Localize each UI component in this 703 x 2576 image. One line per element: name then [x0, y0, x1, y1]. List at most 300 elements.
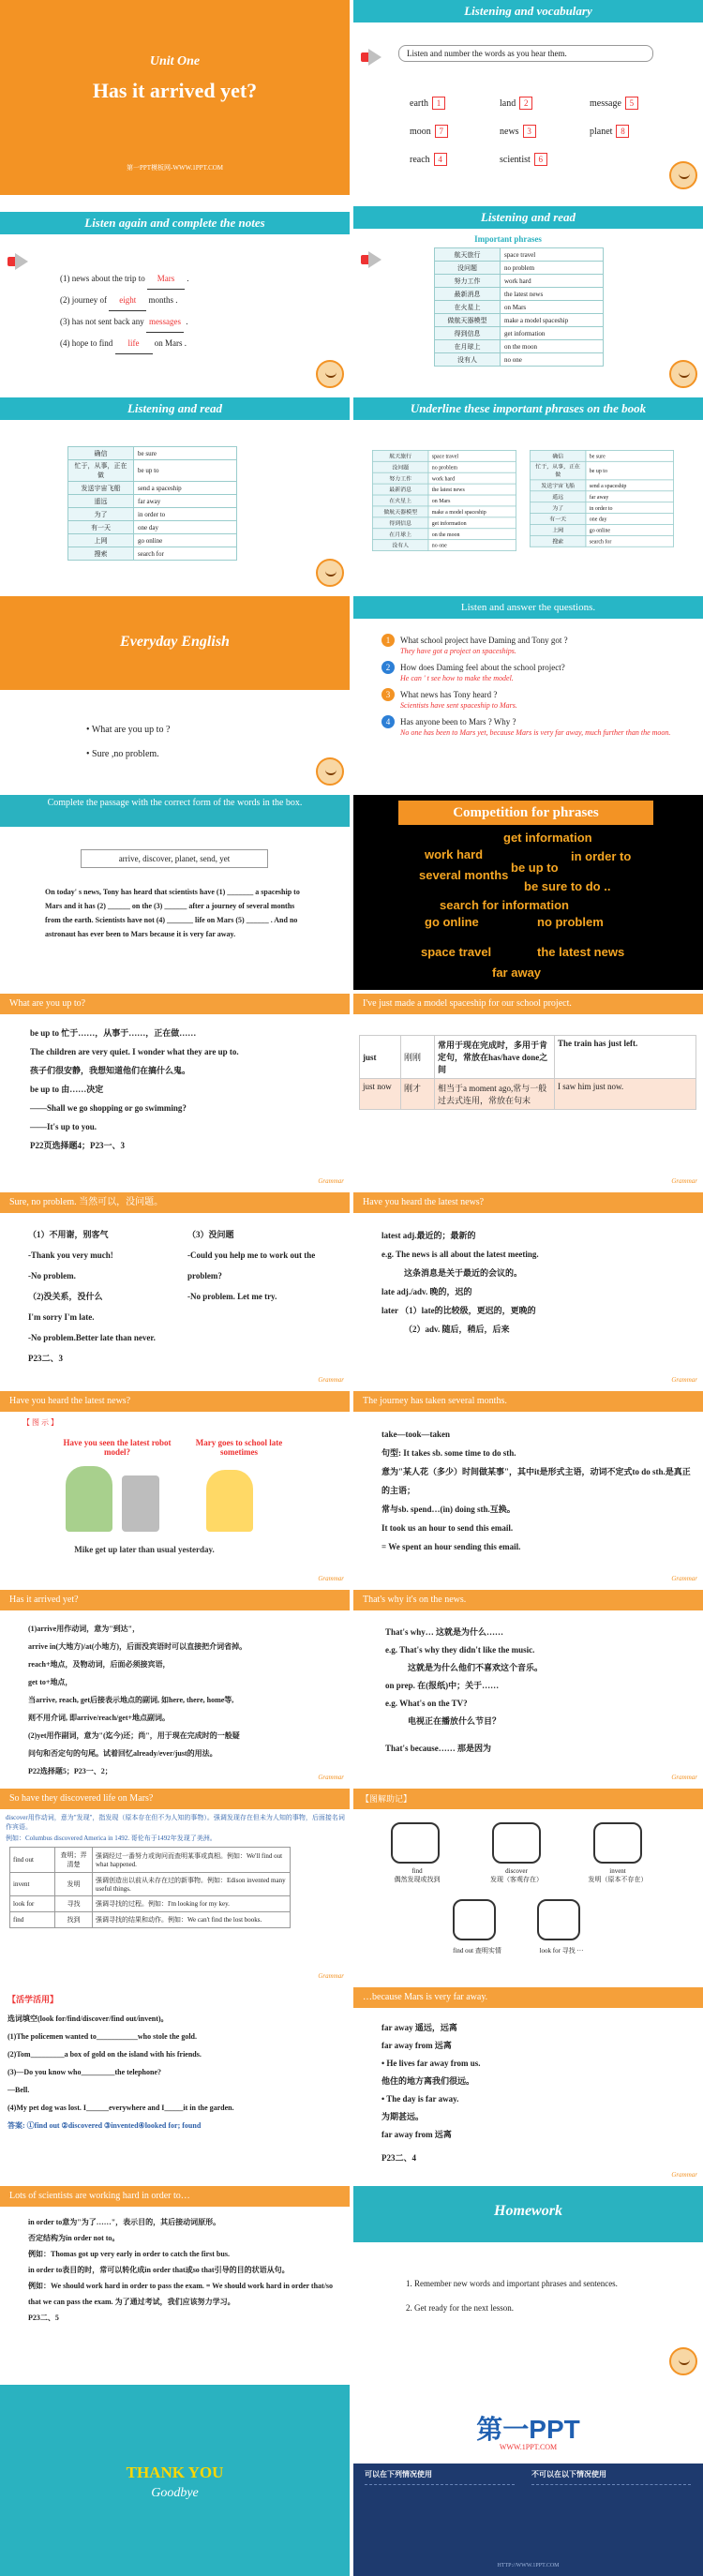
phrase-chinese: 得到信息 — [372, 517, 428, 529]
phrase-chinese: 航天旅行 — [372, 450, 428, 461]
slide-answer-questions — [353, 596, 703, 791]
slide-header: Listen and answer the questions. — [353, 596, 703, 619]
phrase-english: in order to — [586, 502, 674, 514]
note-line: 例如：We should work hard in order to pass the exam. = We should work hard in order that/so that we can pass the exam. 为了通过考试，我们应该努力学习。 — [28, 2282, 334, 2306]
note-line: later （1）late的比较级，更迟的，更晚的 — [381, 1306, 536, 1315]
note-line: (1) news about the trip to Mars . — [60, 268, 188, 290]
just-table — [359, 1035, 696, 1110]
slide-take — [353, 1391, 703, 1586]
phrase-row — [68, 460, 237, 482]
invent-figure-icon — [593, 1822, 642, 1864]
discover-figure-icon — [492, 1822, 541, 1864]
phrase-english: send a spaceship — [586, 480, 674, 491]
phrase-chinese: 搜索 — [68, 547, 134, 561]
instruction-box: Listen and number the words as you hear them. — [398, 45, 653, 62]
practice-label: 【活学活用】 — [7, 1995, 59, 2004]
phrase-chinese: 得到信息 — [435, 327, 501, 340]
note-line: -No problem. — [28, 1271, 76, 1281]
phrase-english: one day — [134, 521, 237, 534]
phrase-row — [372, 484, 516, 495]
note-line: (4) hope to find life on Mars . — [60, 333, 188, 354]
word-item: earth 1 — [410, 90, 500, 118]
homework-item: 2. Get ready for the next lesson. — [406, 2303, 514, 2313]
phrase-chinese: 为了 — [68, 508, 134, 521]
notes-text — [381, 1425, 691, 1556]
phrase-line: • Sure ,no problem. — [86, 749, 159, 759]
note-line: I'm sorry I'm late. — [28, 1312, 95, 1322]
phrase-english: go online — [586, 524, 674, 535]
word-item: planet 8 — [590, 118, 680, 146]
phrase-row — [372, 517, 516, 529]
phrase-english: make a model spaceship — [428, 506, 516, 517]
phrase-row — [372, 461, 516, 472]
brand-logo: 第一PPT — [476, 2415, 580, 2444]
phrase-row — [68, 482, 237, 495]
slide-bar: Have you heard the latest news? — [353, 1192, 703, 1213]
left-title: 可以在下列情况使用 — [365, 2470, 432, 2479]
note-line: P22页选择题4；P23一、3 — [30, 1141, 125, 1150]
unit-label: Unit One — [149, 54, 201, 68]
note-line: 问句和否定句的句尾。试着回忆already/ever/just的用法。 — [28, 1749, 217, 1758]
phrase-english: be up to — [586, 461, 674, 480]
robot-icon — [122, 1475, 159, 1532]
phrase-row — [68, 534, 237, 547]
table-row: look for 寻找 强调寻找的过程。例如：I'm looking for my key. — [10, 1896, 291, 1912]
phrase-chinese: 搜索 — [530, 535, 586, 547]
note-line: -Thank you very much! — [28, 1251, 113, 1260]
table-row: just 刚刚 常用于现在完成时，多用于肯定句，常放在has/have done之间 The train has just left. — [360, 1036, 696, 1079]
speaker-icon — [7, 253, 30, 270]
exercise-line: (3)—Do you know who_________the telephone? — [7, 2068, 162, 2076]
phrases-subtitle: Important phrases — [474, 234, 542, 244]
slide-thats-why — [353, 1590, 703, 1785]
phrase-row — [372, 495, 516, 506]
note-line: 例如：Thomas got up very early in order to catch the first bus. — [28, 2250, 230, 2258]
note-line: e.g. The news is all about the latest meeting. — [381, 1250, 539, 1259]
phrase-chinese: 遥远 — [68, 495, 134, 508]
example-text: 例如：Columbus discovered America in 1492. 哥伦布于1492年发现了美洲。 — [6, 1835, 217, 1842]
phrase-chinese: 上网 — [530, 524, 586, 535]
phrase-english: space travel — [501, 248, 604, 262]
word-item: message 5 — [590, 90, 680, 118]
note-line: far away from 远离 — [381, 2130, 452, 2139]
homework-item: 1. Remember new words and important phrases and sentences. — [406, 2279, 618, 2288]
slide-bar: …because Mars is very far away. — [353, 1987, 703, 2008]
phrase-row — [372, 540, 516, 551]
phrase-english: no one — [501, 353, 604, 367]
note-line: （3）没问题 — [187, 1230, 234, 1239]
phrase: no problem — [537, 915, 604, 929]
note-line: P23二、5 — [28, 2314, 59, 2322]
word-item: scientist 6 — [500, 146, 590, 174]
girl-figure-icon — [66, 1466, 112, 1532]
note-line: 孩子们很安静，我想知道他们在搞什么鬼。 — [30, 1066, 191, 1075]
note-line: ——It's up to you. — [30, 1122, 97, 1131]
homework-list — [406, 2276, 650, 2315]
note-line: -No problem. Let me try. — [187, 1292, 277, 1301]
find-out-figure-icon — [453, 1899, 496, 1940]
right-notes — [187, 1224, 347, 1307]
note-line: get to+地点， — [28, 1678, 73, 1686]
phrase-row — [530, 514, 673, 525]
slide-title: Competition for phrases — [398, 801, 653, 825]
note-line: 为期甚远。 — [381, 2112, 425, 2121]
phrase-list — [86, 718, 170, 767]
slide-bar: Sure, no problem. 当然可以，没问题。 — [0, 1192, 350, 1213]
passage-text: On today' s news, Tony has heard that scientists have (1) _______ a spaceship to Mars and it has (2) ______ on the (3) ______ after a journey of several months from the earth. Scientists have not (4) _______ life on Mars (5) ______ . And no astronaut has ever been to Mars because it is very far away. — [45, 888, 300, 938]
exercise-line: (2)Tom_________a box of gold on the island with his friends. — [7, 2050, 202, 2059]
brand-mark: Grammar — [318, 1774, 344, 1781]
note-line: （2)没关系，没什么 — [28, 1292, 103, 1301]
phrase-row — [435, 314, 604, 327]
phrase: in order to — [571, 849, 632, 863]
phrase-english: on Mars — [501, 301, 604, 314]
caption-2: Mary goes to school late sometimes — [195, 1438, 283, 1457]
note-line: 电视正在播放什么节目？ — [408, 1716, 501, 1726]
note-line: It took us an hour to send this email. — [381, 1523, 514, 1533]
question-item: 4 Has anyone been to Mars ? Why ? No one has been to Mars yet, because Mars is very far away, much further than the moon. — [381, 715, 681, 737]
slide-bar: 【图解助记】 — [353, 1789, 703, 1809]
phrase-english: send a spaceship — [134, 482, 237, 495]
phrase-row — [435, 288, 604, 301]
brand-mark: Grammar — [318, 1177, 344, 1185]
left-info-block — [365, 2484, 515, 2559]
slide-illustrated-memo — [353, 1789, 703, 1984]
note-line: 句型: It takes sb. some time to do sth. — [381, 1448, 516, 1458]
phrase-row — [530, 491, 673, 502]
phrase-english: one day — [586, 514, 674, 525]
notes-text — [30, 1024, 339, 1155]
exercise-line: (1)The policemen wanted to___________who stole the gold. — [7, 2032, 197, 2041]
note-line: late adj./adv. 晚的，迟的 — [381, 1287, 472, 1296]
slide-complete-notes — [0, 199, 350, 394]
phrase-row — [530, 524, 673, 535]
phrase: search for information — [440, 898, 569, 912]
notes-text — [385, 1624, 691, 1758]
phrase-english: make a model spaceship — [501, 314, 604, 327]
note-line: e.g. That's why they didn't like the music. — [385, 1645, 535, 1655]
thanks-text: THANK YOU — [126, 2464, 224, 2481]
phrase-english: no problem — [428, 461, 516, 472]
phrase-chinese: 在月球上 — [435, 340, 501, 353]
phrase-english: far away — [134, 495, 237, 508]
phrase-row — [435, 248, 604, 262]
slide-header: Listening and read — [353, 206, 703, 229]
slide-just — [353, 994, 703, 1189]
note-line: • The day is far away. — [381, 2094, 459, 2104]
phrase-row — [435, 301, 604, 314]
slide-bar: Lots of scientists are working hard in order to… — [0, 2186, 350, 2207]
phrase-english: work hard — [428, 472, 516, 484]
note-line: The children are very quiet. I wonder what they are up to. — [30, 1047, 239, 1056]
slide-title — [0, 0, 350, 195]
word-list — [410, 90, 691, 174]
slide-bar: The journey has taken several months. — [353, 1391, 703, 1412]
slide-homework — [353, 2186, 703, 2381]
slide-no-problem — [0, 1192, 350, 1387]
phrase-row — [372, 529, 516, 540]
phrase-table — [67, 446, 237, 561]
slide-header: Listening and read — [0, 397, 350, 420]
phrase-row — [68, 547, 237, 561]
brand-mark: Grammar — [671, 2171, 697, 2179]
phrase: the latest news — [537, 945, 625, 959]
phrase-english: get information — [428, 517, 516, 529]
phrase-english: be sure — [134, 447, 237, 460]
phrase-row — [435, 262, 604, 275]
phrase: far away — [492, 966, 542, 980]
phrase-chinese: 没有人 — [372, 540, 428, 551]
phrase: be up to — [511, 861, 559, 875]
caption-1: Have you seen the latest robot model? — [63, 1438, 172, 1457]
phrase-line: • What are you up to ? — [86, 725, 171, 735]
slide-bar: So have they discovered life on Mars? — [0, 1789, 350, 1809]
slide-latest — [353, 1192, 703, 1387]
phrase-chinese: 做航天器模型 — [372, 506, 428, 517]
slide-listening-read-2 — [0, 397, 350, 592]
label-discover: discover 发现（客观存在） — [490, 1867, 543, 1883]
slide-header: Listening and vocabulary — [353, 0, 703, 22]
phrase-row — [530, 502, 673, 514]
phrase-english: no problem — [501, 262, 604, 275]
note-line: far away from 远离 — [381, 2041, 452, 2050]
notes-text — [381, 1226, 691, 1339]
slide-header: Underline these important phrases on the book — [353, 397, 703, 420]
note-line: That's why… 这就是为什么…… — [385, 1627, 504, 1637]
note-line: (3) has not sent back any messages . — [60, 311, 188, 333]
phrase-row — [530, 461, 673, 480]
phrase-english: space travel — [428, 450, 516, 461]
left-notes — [28, 1224, 169, 1369]
phrase-row — [435, 340, 604, 353]
brand-mark: Grammar — [318, 1376, 344, 1384]
caption-3: Mike get up later than usual yesterday. — [74, 1545, 215, 1554]
notes-text — [28, 1620, 343, 1780]
notes-list — [60, 268, 188, 354]
slide-bar: Has it arrived yet? — [0, 1590, 350, 1610]
brand-mark: Grammar — [671, 1177, 697, 1185]
phrase-chinese: 发送宇宙飞船 — [68, 482, 134, 495]
note-line: in order to意为"为了……"，表示目的，其后接动词原形。 — [28, 2218, 221, 2226]
note-line: 常与sb. spend…(in) doing sth.互换。 — [381, 1505, 516, 1514]
table-row: just now 刚才 相当于a moment ago,常与一般过去式连用，常放在句末 I saw him just now. — [360, 1079, 696, 1110]
phrase-english: on the moon — [428, 529, 516, 540]
phrase-chinese: 没问题 — [372, 461, 428, 472]
phrase: work hard — [425, 847, 484, 861]
phrase-row — [372, 450, 516, 461]
phrase-english: no one — [428, 540, 516, 551]
table-row: invent 发明 强调创造出以前从未存在过的新事物。例如：Edison invented many useful things. — [10, 1873, 291, 1896]
right-info-block — [531, 2484, 691, 2559]
exercise-line: 选词填空(look for/find/discover/find out/invent)。 — [7, 2014, 169, 2023]
slide-bar: Have you heard the latest news? — [0, 1391, 350, 1412]
note-line: That's because…… 那是因为 — [385, 1744, 492, 1753]
slide-bar: What are you up to? — [0, 994, 350, 1014]
label-invent: invent 发明（原本不存在） — [588, 1867, 648, 1883]
note-line: e.g. What's on the TV? — [385, 1699, 468, 1708]
label-find-out: find out 查明实情 — [453, 1947, 501, 1954]
phrase-chinese: 努力工作 — [372, 472, 428, 484]
exercise-line: —Bell. — [7, 2086, 30, 2094]
phrase-chinese: 遥远 — [530, 491, 586, 502]
phrase: space travel — [421, 945, 492, 959]
question-item: 3 What news has Tony heard ? Scientists have sent spaceship to Mars. — [381, 688, 681, 710]
note-line: on prep. 在(报纸)中；关于…… — [385, 1681, 500, 1690]
brand-url: WWW.1PPT.COM — [499, 2443, 558, 2451]
slide-underline-phrases — [353, 397, 703, 592]
note-line: P23二、3 — [28, 1354, 63, 1363]
phrase-row — [372, 506, 516, 517]
phrase-chinese: 上网 — [68, 534, 134, 547]
phrase-english: search for — [586, 535, 674, 547]
phrase-chinese: 有一天 — [530, 514, 586, 525]
brand-mark: Grammar — [671, 1376, 697, 1384]
note-line: • He lives far away from us. — [381, 2059, 481, 2068]
footer-url: HTTP://WWW.1PPT.COM — [497, 2563, 560, 2569]
phrase-row — [68, 508, 237, 521]
slide-practice — [0, 1987, 350, 2182]
phrase-english: search for — [134, 547, 237, 561]
cartoon-kid-icon — [316, 360, 344, 388]
phrase-english: on the moon — [501, 340, 604, 353]
exercise-line: (4)My pet dog was lost. I______everywhere and I_____it in the garden. — [7, 2104, 234, 2112]
note-line: -No problem.Better late than never. — [28, 1333, 156, 1342]
phrase-english: be sure — [586, 450, 674, 461]
note-line: 这就是为什么他们不喜欢这个音乐。 — [408, 1663, 544, 1672]
speaker-icon — [361, 251, 383, 268]
note-line: 否定结构为in order not to。 — [28, 2234, 120, 2242]
phrase-english: be up to — [134, 460, 237, 482]
phrase-row — [68, 495, 237, 508]
phrase: several months — [419, 868, 509, 882]
phrase-english: the latest news — [428, 484, 516, 495]
label-find: find 偶然发现或找到 — [394, 1867, 441, 1883]
brand-mark: Grammar — [318, 1972, 344, 1980]
note-line: 则不用介词, 即arrive/reach/get+地点副词。 — [28, 1714, 171, 1722]
slide-listening-read — [353, 199, 703, 394]
slide-header: Complete the passage with the correct form of the words in the box. — [0, 795, 350, 827]
speaker-icon — [361, 49, 383, 66]
note-line: 当arrive, reach, get后接表示地点的副词, 如here, there, home等, — [28, 1696, 234, 1704]
question-item: 2 How does Daming feel about the school project? He can ' t see how to make the model. — [381, 661, 681, 682]
phrase: get information — [503, 831, 592, 845]
phrase-chinese: 努力工作 — [435, 275, 501, 288]
slide-complete-passage — [0, 795, 350, 990]
site-credit: 第一PPT模板网-WWW.1PPT.COM — [126, 164, 224, 172]
phrase-chinese: 忙于，从事，正在做 — [530, 461, 586, 480]
brand-mark: Grammar — [671, 1774, 697, 1781]
phrase-english: the latest news — [501, 288, 604, 301]
notes-text — [28, 2214, 343, 2326]
slide-header: Listen again and complete the notes — [0, 212, 350, 234]
note-line: be up to 由……决定 — [30, 1085, 104, 1094]
question-item: 1 What school project have Daming and Tony got ? They have got a project on spaceships. — [381, 634, 681, 655]
slide-latest-illustration — [0, 1391, 350, 1586]
phrase-chinese: 在月球上 — [372, 529, 428, 540]
phrase-chinese: 航天旅行 — [435, 248, 501, 262]
brand-mark: Grammar — [671, 1575, 697, 1582]
answer-line: 答案: ①find out ②discovered ③invented④looked for; found — [7, 2121, 202, 2130]
phrase-chinese: 有一天 — [68, 521, 134, 534]
note-line: = We spent an hour sending this email. — [381, 1542, 521, 1551]
student-figure-icon — [206, 1470, 253, 1532]
phrase-english: go online — [134, 534, 237, 547]
phrase-row — [530, 480, 673, 491]
note-line: -Could you help me to work out the — [187, 1251, 316, 1260]
note-line: （2）adv. 随后，稍后，后来 — [404, 1325, 510, 1334]
phrase-chinese: 做航天器模型 — [435, 314, 501, 327]
note-line: (1)arrive用作动词，意为"到达"， — [28, 1625, 141, 1633]
slide-far-away — [353, 1987, 703, 2182]
slide-be-up-to — [0, 994, 350, 1189]
phrase-chinese: 确信 — [530, 450, 586, 461]
slide-in-order-to — [0, 2186, 350, 2381]
slide-bar: That's why it's on the news. — [353, 1590, 703, 1610]
cartoon-kid-icon — [316, 757, 344, 786]
slide-arrive — [0, 1590, 350, 1785]
cartoon-kid-icon — [669, 2347, 697, 2375]
note-line: in order to表目的时，常可以转化成in order that或so that引导的目的状语从句。 — [28, 2266, 290, 2274]
question-list — [381, 634, 681, 737]
word-item: news 3 — [500, 118, 590, 146]
word-item: land 2 — [500, 90, 590, 118]
slide-title: Everyday English — [120, 634, 230, 650]
note-line: reach+地点，及物动词，后面必须接宾语， — [28, 1660, 171, 1669]
phrase-chinese: 在火星上 — [435, 301, 501, 314]
note-line: 意为"某人花（多少）时间做某事"，其中it是形式主语，动词不定式to do sth.是真正的主语； — [381, 1467, 691, 1495]
phrase-row — [68, 447, 237, 460]
label-look-for: look for 寻找 ··· — [539, 1947, 584, 1954]
find-figure-icon — [391, 1822, 440, 1864]
note-line: 这条消息是关于最近的会议的。 — [404, 1268, 523, 1278]
phrase: go online — [425, 915, 479, 929]
phrase-english: far away — [586, 491, 674, 502]
lesson-title: Has it arrived yet? — [92, 79, 258, 102]
phrase-chinese: 确信 — [68, 447, 134, 460]
slide-listening-vocabulary — [353, 0, 703, 195]
phrase-english: work hard — [501, 275, 604, 288]
right-title: 不可以在以下情况使用 — [531, 2470, 606, 2479]
phrase-chinese: 在火星上 — [372, 495, 428, 506]
table-row: find 找到 强调寻找的结果和动作。例如：We can't find the lost books. — [10, 1912, 291, 1928]
slide-thanks — [0, 2385, 350, 2576]
phrase-table-left — [372, 450, 516, 551]
phrase-row — [435, 353, 604, 367]
phrase-row — [68, 521, 237, 534]
phrase-chinese: 最新消息 — [435, 288, 501, 301]
phrase-row — [530, 535, 673, 547]
cartoon-kid-icon — [316, 559, 344, 587]
phrase-table — [434, 247, 604, 367]
illustration-label: 【 图 示 】 — [22, 1418, 58, 1427]
phrase-row — [435, 275, 604, 288]
slide-title: Homework — [494, 2203, 562, 2219]
word-item: moon 7 — [410, 118, 500, 146]
notes-text — [381, 2019, 681, 2167]
phrase-english: on Mars — [428, 495, 516, 506]
slide-bar: I've just made a model spaceship for our school project. — [353, 994, 703, 1014]
phrase: be sure to do .. — [524, 879, 611, 893]
phrase-chinese: 没问题 — [435, 262, 501, 275]
slide-brand — [353, 2385, 703, 2576]
note-line: P23二、4 — [381, 2153, 416, 2163]
note-line: problem? — [187, 1271, 222, 1281]
word-compare-table — [9, 1847, 291, 1928]
note-line: arrive in(大地方)/at(小地方)，后面没宾语时可以直接把介词省掉。 — [28, 1642, 247, 1651]
slide-everyday-english — [0, 596, 350, 791]
phrase-row — [530, 450, 673, 461]
note-line: (2) journey of eight months . — [60, 290, 188, 311]
